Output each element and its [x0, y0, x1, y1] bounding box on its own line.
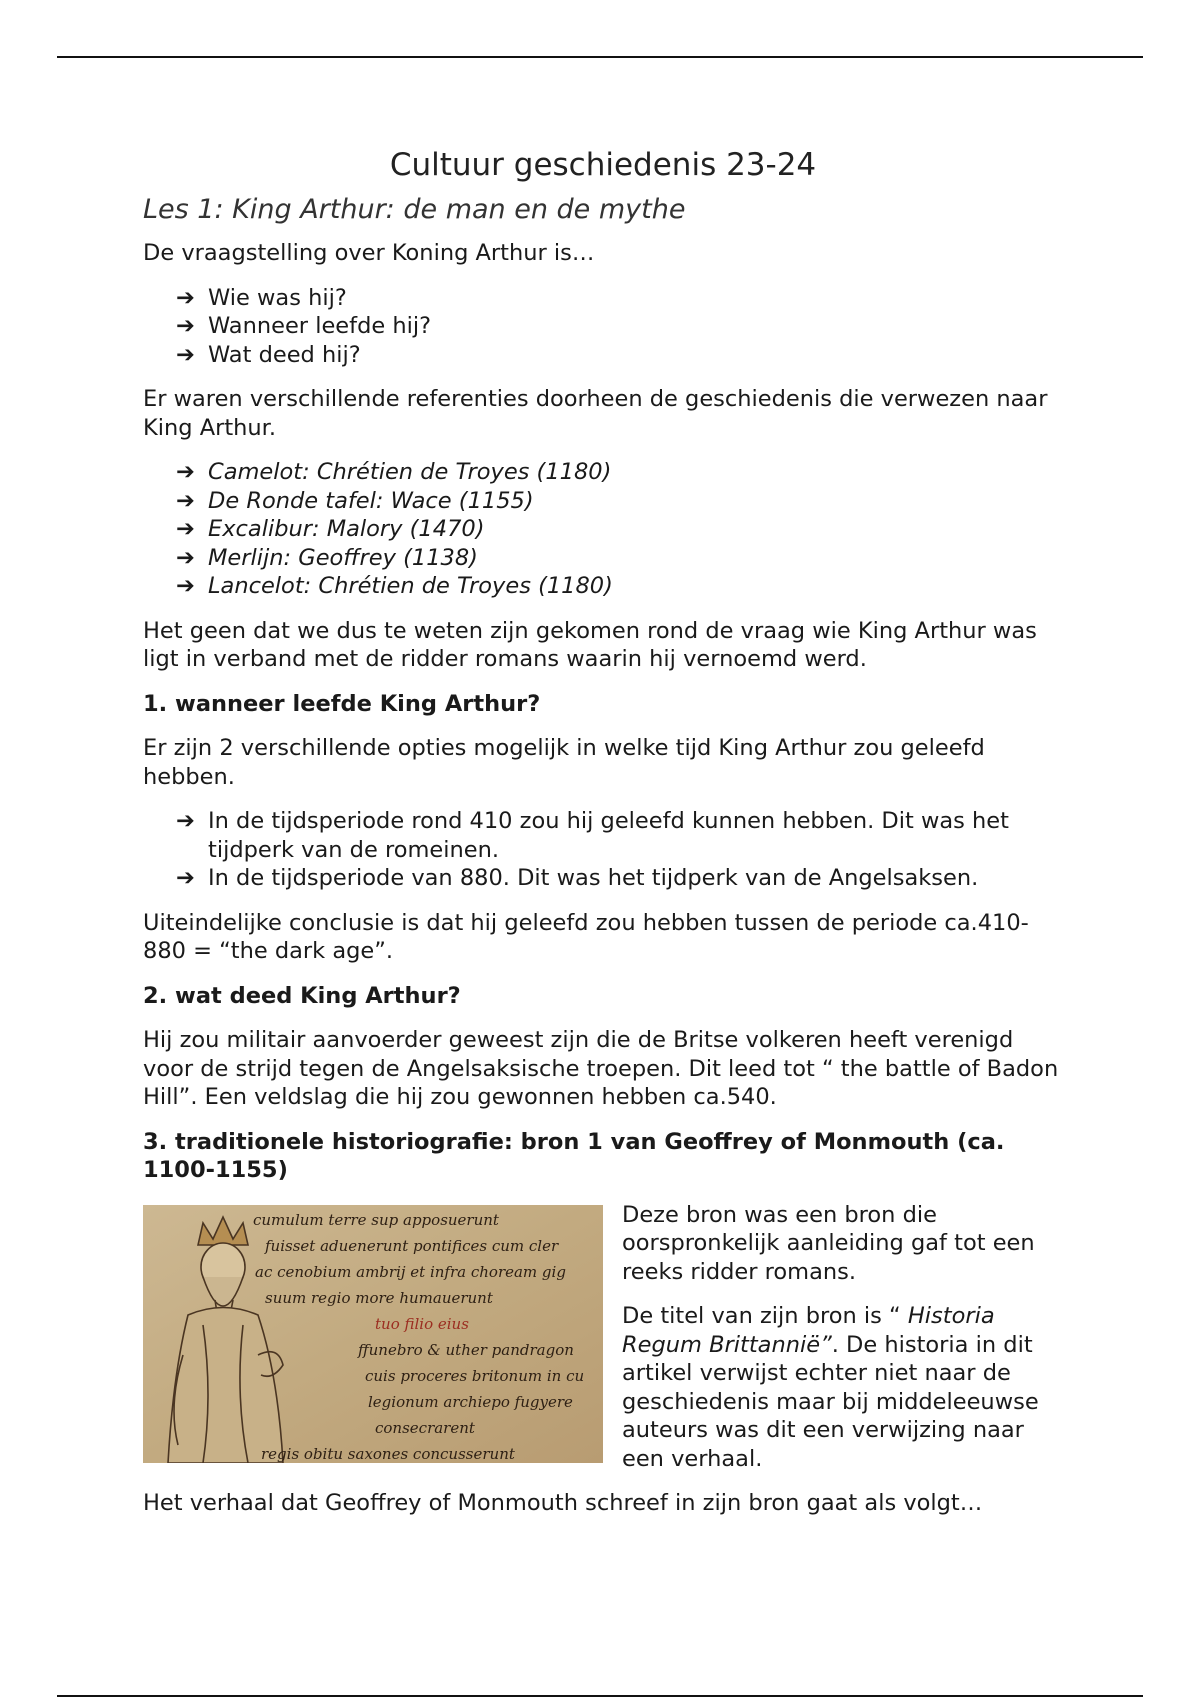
arrow-icon: ➔	[176, 544, 195, 571]
svg-text:suum regio more humauerunt: suum regio more humauerunt	[265, 1288, 493, 1307]
arrow-icon: ➔	[176, 808, 195, 834]
references-intro: Er waren verschillende referenties doorheen de geschiedenis die verwezen naar King Arthur.	[143, 386, 1048, 441]
svg-text:fuisset aduenerunt pontifices: fuisset aduenerunt pontifices cum cler	[265, 1236, 559, 1255]
section1-conclusion: Uiteindelijke conclusie is dat hij geleefd zou hebben tussen de periode ca.410-880 = “the dark age”.	[143, 909, 1029, 964]
intro-paragraph: De vraagstelling over Koning Arthur is…	[143, 240, 595, 266]
source-title: Historia Regum Brittannië”	[622, 1303, 995, 1358]
section2-text: Hij zou militair aanvoerder geweest zijn die de Britse volkeren heeft verenigd voor de strijd tegen de Angelsaksische troepen. Dit leed tot “ the battle of Badon Hill”. Een veldslag die hij zou gewonnen hebben ca.540.	[143, 1027, 1059, 1110]
summary-paragraph: Het geen dat we dus te weten zijn gekomen rond de vraag wie King Arthur was ligt in verband met de ridder romans waarin hij vernoemd werd.	[143, 617, 1037, 672]
top-rule	[57, 56, 1143, 58]
manuscript-image	[143, 1205, 603, 1463]
list-item: ➔ De Ronde tafel: Wace (1155)	[176, 487, 534, 514]
list-item: ➔ In de tijdsperiode rond 410 zou hij geleefd kunnen hebben. Dit was het tijdperk van de romeinen.	[176, 808, 1009, 863]
svg-text:regis obitu saxones concusseru: regis obitu saxones concusserunt	[261, 1444, 515, 1463]
arrow-icon: ➔	[176, 516, 195, 542]
svg-text:consecrarent: consecrarent	[375, 1418, 475, 1437]
references-list	[143, 458, 1063, 601]
list-item: ➔ Wanneer leefde hij?	[176, 313, 432, 339]
bottom-rule	[57, 1695, 1143, 1697]
options-list	[143, 807, 1063, 893]
svg-text:cuis proceres britonum in cu: cuis proceres britonum in cu	[365, 1366, 585, 1385]
svg-text:tuo filio eius: tuo filio eius	[375, 1314, 469, 1333]
list-item: ➔ Merlijn: Geoffrey (1138)	[176, 544, 478, 571]
story-intro: Het verhaal dat Geoffrey of Monmouth schreef in zijn bron gaat als volgt…	[143, 1490, 983, 1516]
arrow-icon: ➔	[176, 284, 195, 311]
list-item: ➔ Wat deed hij?	[176, 341, 361, 368]
section1-intro: Er zijn 2 verschillende opties mogelijk in welke tijd King Arthur zou geleefd hebben.	[143, 735, 985, 790]
list-item: ➔ Camelot: Chrétien de Troyes (1180)	[176, 459, 612, 485]
title-prefix: De titel van zijn bron is “	[622, 1303, 908, 1329]
list-item: ➔ In de tijdsperiode van 880. Dit was het tijdperk van de Angelsaksen.	[176, 865, 979, 891]
arrow-icon: ➔	[176, 313, 195, 339]
section2-heading: 2. wat deed King Arthur?	[143, 982, 461, 1009]
list-item: ➔ Lancelot: Chrétien de Troyes (1180)	[176, 573, 613, 599]
lesson-title: Les 1: King Arthur: de man en de mythe	[143, 194, 686, 225]
document-body	[143, 140, 1063, 1534]
list-item: ➔ Wie was hij?	[176, 284, 347, 311]
section1-heading: 1. wanneer leefde King Arthur?	[143, 690, 541, 717]
svg-text:ac cenobium ambrij et infra ch: ac cenobium ambrij et infra choream gig	[255, 1262, 566, 1281]
arrow-icon: ➔	[176, 341, 195, 368]
arrow-icon: ➔	[176, 459, 195, 485]
section3-heading: 3. traditionele historiografie: bron 1 van Geoffrey of Monmouth (ca. 1100-1155)	[143, 1128, 1005, 1183]
arrow-icon: ➔	[176, 487, 195, 514]
svg-text:ffunebro & uther pandragon: ffunebro & uther pandragon	[358, 1340, 574, 1359]
list-item: ➔ Excalibur: Malory (1470)	[176, 516, 485, 542]
arrow-icon: ➔	[176, 865, 195, 891]
title-suffix: . De historia in dit artikel verwijst echter niet naar de geschiedenis maar bij middeleeuwse auteurs was dit een verwijzing naar een verhaal.	[622, 1331, 1039, 1472]
svg-text:legionum archiepo fugyere: legionum archiepo fugyere	[368, 1392, 573, 1411]
document-title: Cultuur geschiedenis 23-24	[389, 147, 817, 183]
section3-body	[143, 1201, 1063, 1518]
section3-intro: Deze bron was een bron die oorspronkelijk aanleiding gaf tot een reeks ridder romans.	[622, 1201, 1035, 1285]
questions-list	[143, 284, 1063, 370]
svg-text:cumulum terre sup apposuerunt: cumulum terre sup apposuerunt	[253, 1210, 499, 1229]
arrow-icon: ➔	[176, 573, 195, 599]
